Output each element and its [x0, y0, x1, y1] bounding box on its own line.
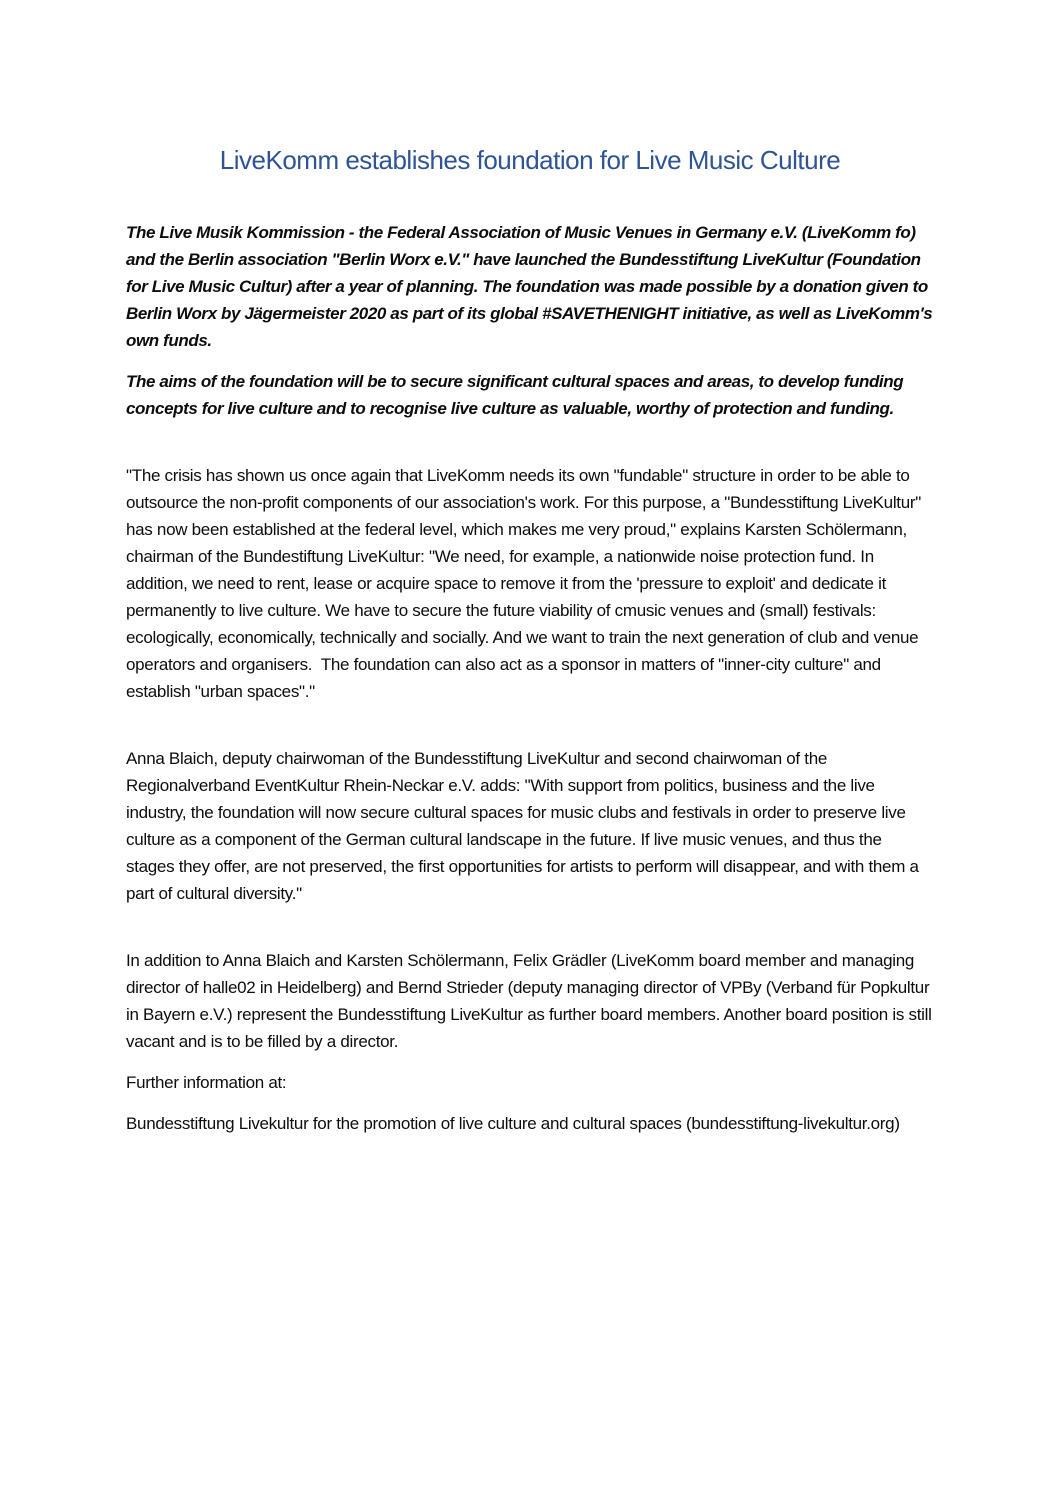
paragraph: The aims of the foundation will be to secure significant cultural spaces and areas, to develop funding concepts for live culture and to recognise live culture as valuable, worthy of protection and funding.	[126, 371, 908, 418]
document-body	[126, 219, 937, 1137]
paragraph: The Live Musik Kommission - the Federal Association of Music Venues in Germany e.V. (LiveKomm fo) and the Berlin association "Berlin Worx e.V." have launched the Bundesstiftung LiveKultur (Foundation for Live Music Cultur) after a year of planning. The foundation was made possible by a donation given to Berlin Worx by Jägermeister 2020 as part of its global #SAVETHENIGHT initiative, as well as LiveKomm's own funds.	[126, 222, 937, 350]
paragraph: In addition to Anna Blaich and Karsten Schölermann, Felix Grädler (LiveKomm board member and managing director of halle02 in Heidelberg) and Bernd Strieder (deputy managing director of VPBy (Verband für Popkultur in Bayern e.V.) represent the Bundesstiftung LiveKultur as further board members. Another board position is still vacant and is to be filled by a director.	[126, 950, 936, 1051]
document-title: LiveKomm establishes foundation for Live Music Culture	[219, 145, 841, 175]
paragraph: Anna Blaich, deputy chairwoman of the Bundesstiftung LiveKultur and second chairwoman of the Regionalverband EventKultur Rhein-Neckar e.V. adds: "With support from politics, business and the live industry, the foundation will now secure cultural spaces for music clubs and festivals in order to preserve live culture as a component of the German cultural landscape in the future. If live music venues, and thus the stages they offer, are not preserved, the first opportunities for artists to perform will disappear, and with them a part of cultural diversity."	[126, 748, 924, 903]
paragraph: Bundesstiftung Livekultur for the promotion of live culture and cultural spaces (bundesstiftung-livekultur.org)	[126, 1113, 900, 1133]
paragraph: "The crisis has shown us once again that LiveKomm needs its own "fundable" structure in order to be able to outsource the non-profit components of our association's work. For this purpose, a "Bundesstiftung LiveKultur" has now been established at the federal level, which makes me very proud," explains Karsten Schölermann, chairman of the Bundestiftung LiveKultur: "We need, for example, a nationwide noise protection fund. In addition, we need to rent, lease or acquire space to remove it from the 'pressure to exploit' and dedicate it permanently to live culture. We have to secure the future viability of cmusic venues and (small) festivals: ecologically, economically, technically and socially. And we want to train the next generation of club and venue operators and organisers. The foundation can also act as a sponsor in matters of "inner-city culture" and establish "urban spaces"."	[126, 465, 926, 701]
paragraph: Further information at:	[126, 1072, 287, 1092]
